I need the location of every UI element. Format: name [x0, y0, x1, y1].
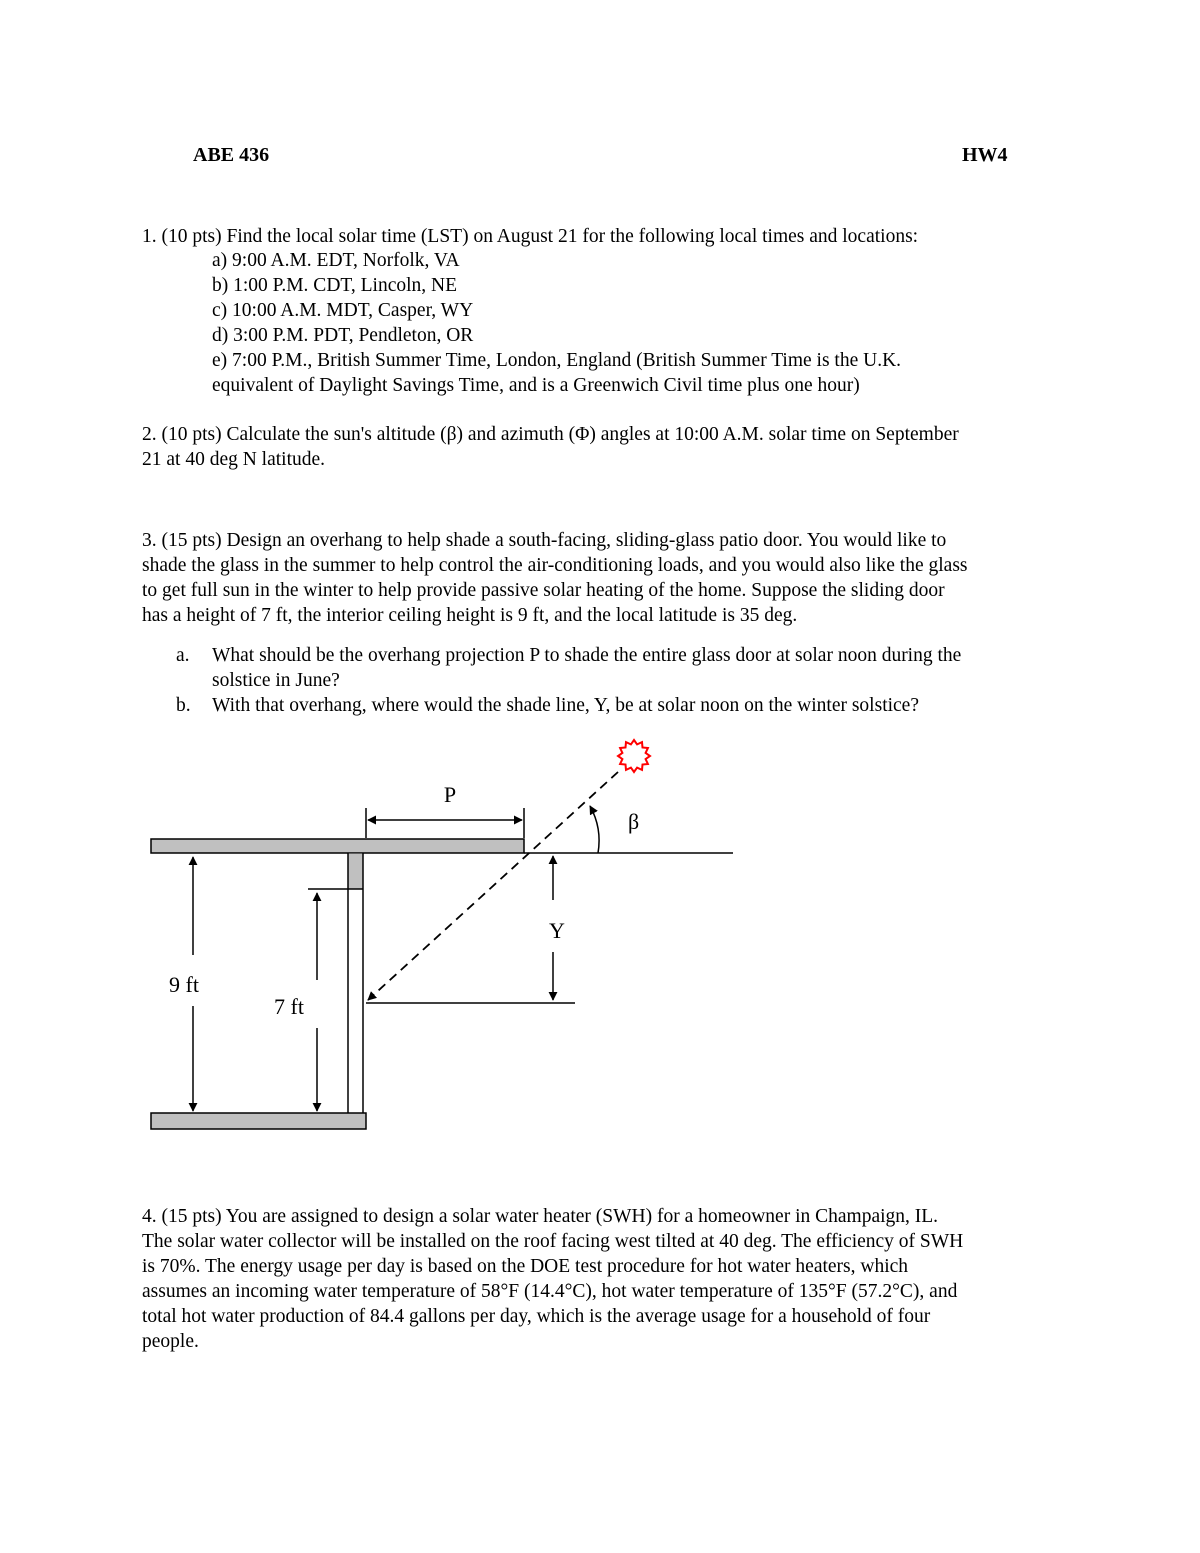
- q3-part-a-marker: a.: [176, 645, 190, 666]
- q1-item-e-cont: equivalent of Daylight Savings Time, and is a Greenwich Civil time plus one hour): [212, 375, 860, 396]
- q1-item-c: c) 10:00 A.M. MDT, Casper, WY: [212, 300, 474, 321]
- q1-item-b: b) 1:00 P.M. CDT, Lincoln, NE: [212, 275, 458, 296]
- label-9ft: 9 ft: [169, 972, 199, 997]
- beta-arc: [590, 806, 599, 853]
- label-7ft: 7 ft: [274, 994, 304, 1019]
- q4-line-4: assumes an incoming water temperature of 58°F (14.4°C), hot water temperature of 135°F (57.2°C), and: [142, 1281, 958, 1302]
- q1-item-a: a) 9:00 A.M. EDT, Norfolk, VA: [212, 250, 460, 271]
- q3-line-3: to get full sun in the winter to help provide passive solar heating of the home. Suppose the sliding door: [142, 580, 945, 601]
- q3-line-4: has a height of 7 ft, the interior ceiling height is 9 ft, and the local latitude is 35 deg.: [142, 605, 798, 626]
- q3-part-b-line-1: With that overhang, where would the shade line, Y, be at solar noon on the winter solstice?: [212, 695, 919, 716]
- wall-header: [348, 853, 363, 889]
- sun-ray: [368, 772, 618, 1000]
- q1-item-e: e) 7:00 P.M., British Summer Time, London, England (British Summer Time is the U.K.: [212, 350, 902, 371]
- course-title: ABE 436: [193, 144, 270, 166]
- q2-line-2: 21 at 40 deg N latitude.: [142, 449, 326, 470]
- q2-line-1: 2. (10 pts) Calculate the sun's altitude (β) and azimuth (Φ) angles at 10:00 A.M. solar time on September: [142, 424, 959, 445]
- q4-line-1: 4. (15 pts) You are assigned to design a solar water heater (SWH) for a homeowner in Champaign, IL.: [142, 1206, 939, 1227]
- q4-line-2: The solar water collector will be installed on the roof facing west tilted at 40 deg. The efficiency of SWH: [142, 1231, 964, 1252]
- q3-part-a-line-1: What should be the overhang projection P to shade the entire glass door at solar noon during the: [212, 645, 962, 666]
- q1-item-d: d) 3:00 P.M. PDT, Pendleton, OR: [212, 325, 474, 346]
- q3-part-b-marker: b.: [176, 695, 191, 716]
- q3-part-a-line-2: solstice in June?: [212, 670, 340, 691]
- sun-icon: [618, 740, 650, 772]
- q4-line-6: people.: [142, 1331, 199, 1352]
- q3-line-1: 3. (15 pts) Design an overhang to help shade a south-facing, sliding-glass patio door. You would like to: [142, 530, 947, 551]
- overhang-slab: [151, 839, 524, 853]
- q1-stem: 1. (10 pts) Find the local solar time (LST) on August 21 for the following local times and locations:: [142, 226, 919, 247]
- label-p: P: [443, 782, 457, 807]
- label-y: Y: [549, 918, 565, 943]
- floor-slab: [151, 1113, 366, 1129]
- q4-line-3: is 70%. The energy usage per day is based on the DOE test procedure for hot water heaters, which: [142, 1256, 909, 1277]
- q3-line-2: shade the glass in the summer to help control the air-conditioning loads, and you would also like the glass: [142, 555, 968, 576]
- label-beta: β: [628, 809, 640, 834]
- assignment-title: HW4: [962, 144, 1008, 166]
- q4-line-5: total hot water production of 84.4 gallons per day, which is the average usage for a household of four: [142, 1306, 931, 1327]
